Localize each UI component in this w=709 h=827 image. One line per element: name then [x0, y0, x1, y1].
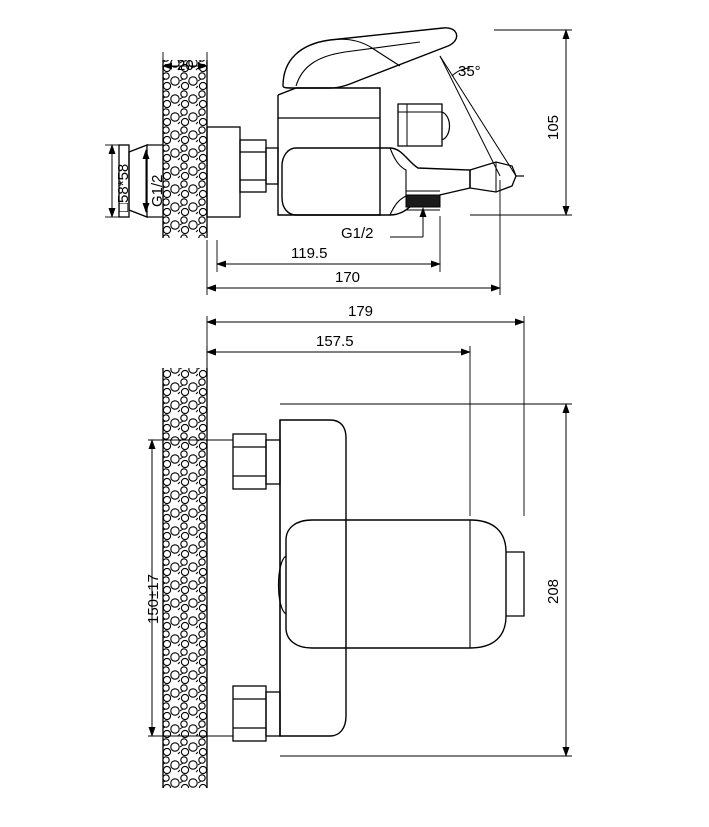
dimension-inlet-centers: 150±17: [145, 574, 162, 624]
dimension-inlet-thread: G1/2: [149, 174, 166, 207]
dimension-flange-size: □58*58: [115, 163, 132, 212]
dimension-body-width: 157.5: [316, 333, 354, 350]
dimension-outlet-thread: G1/2: [341, 225, 374, 242]
dimension-handle-angle: 35°: [458, 63, 481, 80]
dimension-overall-height: 208: [545, 578, 562, 604]
dimension-wall-thickness: 20: [177, 57, 194, 74]
dimension-height-105: 105: [545, 114, 562, 140]
dimension-overall-width: 179: [348, 303, 374, 320]
dimension-overall-depth: 170: [335, 269, 361, 286]
dimension-spout-reach: 119.5: [291, 245, 328, 262]
